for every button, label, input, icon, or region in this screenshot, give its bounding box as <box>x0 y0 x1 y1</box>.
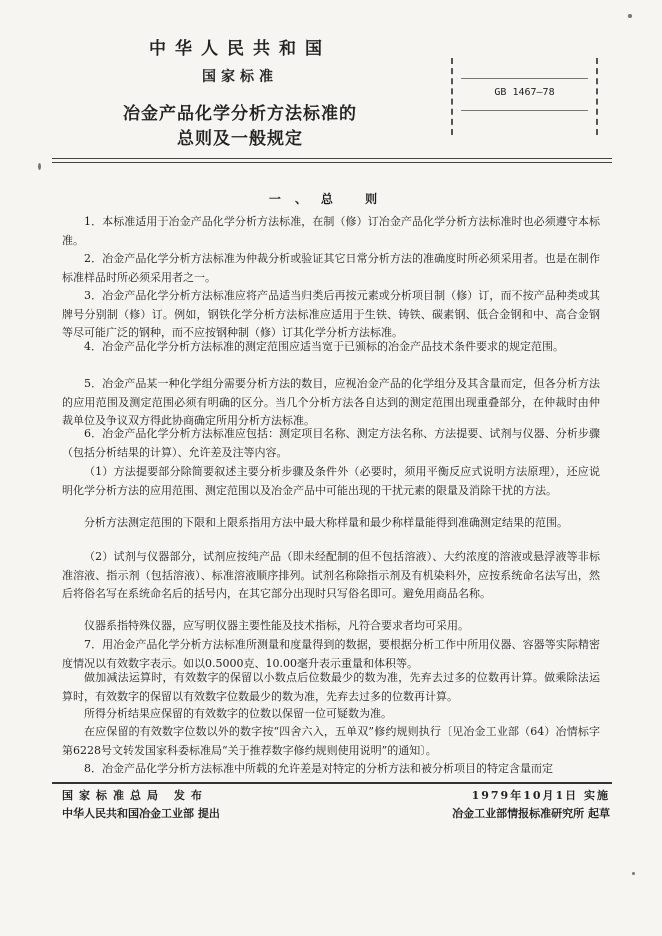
country-heading: 中华人民共和国 <box>149 39 331 59</box>
clause-paragraph: 6．冶金产品化学分析方法标准应包括：测定项目名称、测定方法名称、方法提要、试剂与仪器、分析步骤（包括分析结果的计算）、允许差及注等内容。 <box>62 427 600 459</box>
footer-proposer: 中华人民共和国冶金工业部 提出 <box>62 807 220 820</box>
section-title: 一、总 则 <box>268 192 392 206</box>
clause-paragraph: 7．用冶金产品化学分析方法标准所测量和度量得到的数据，要根据分析工作中所用仪器、容器等实际精密度情况以有效数字表示。如以0.5000克、10.00毫升表示重量和体积等。 <box>62 638 600 670</box>
clause-paragraph: 1．本标准适用于冶金产品化学分析方法标准，在制（修）订冶金产品化学分析方法标准时也必须遵守本标准。 <box>62 215 600 247</box>
scan-speck <box>38 163 41 170</box>
clause-paragraph: 所得分析结果应保留的有效数字的位数以保留一位可疑数为准。 <box>84 707 392 720</box>
clause-paragraph: （1）方法提要部分除简要叙述主要分析步骤及条件外（必要时，须用平衡反应式说明方法原理），还应说明化学分析方法的应用范围、测定范围以及冶金产品中可能出现的干扰元素的限量及消除干扰的方法。 <box>62 465 600 497</box>
header-divider-top <box>52 158 612 159</box>
clause-paragraph: 4．冶金产品化学分析方法标准的测定范围应适当宽于已颁标的冶金产品技术条件要求的规定范围。 <box>84 340 564 353</box>
clause-paragraph: 分析方法测定范围的下限和上限系指用方法中最大称样量和最少称样量能得到准确测定结果的范围。 <box>84 516 568 529</box>
footer-drafter: 冶金工业部情报标准研究所 起草 <box>452 807 610 820</box>
clause-paragraph: 2．冶金产品化学分析方法标准为仲裁分析或验证其它日常分析方法的准确度时所必须采用者。也是在制作标准样品时所必须采用者之一。 <box>62 252 600 284</box>
footer-issuer: 国家标准总局 发布 <box>62 789 208 802</box>
clause-paragraph: 仪器系指特殊仪器，应写明仪器主要性能及技术指标，凡符合要求者均可采用。 <box>84 619 469 632</box>
clause-paragraph: 5．冶金产品某一种化学组分需要分析方法的数目，应视冶金产品的化学组分及其含量而定，但各分析方法的应用范围及测定范围必须有明确的区分。当几个分析方法各自达到的测定范围出现重叠部分，在仲裁时由仲裁单位及争议双方得此协商确定所用分析方法标准。 <box>62 377 600 427</box>
header-divider-bottom <box>52 162 612 163</box>
scan-speck <box>632 872 635 875</box>
document-title-line2: 总则及一般规定 <box>177 129 303 149</box>
footer-divider <box>52 782 612 784</box>
clause-paragraph: 在应保留的有效数字位数以外的数字按“四舍六入，五单双”修约规则执行〔见冶金工业部（64）冶情标字第6228号文转发国家科委标准局“关于推荐数字修约规则使用说明”的通知〕。 <box>62 725 600 757</box>
clause-paragraph: 做加减法运算时，有效数字的保留以小数点后位数最少的数为准，先弃去过多的位数再计算。做乘除法运算时，有效数字的保留以有效数字位数最少的数为准，先弃去过多的位数再计算。 <box>62 671 600 703</box>
clause-paragraph: 3．冶金产品化学分析方法标准应将产品适当归类后再按元素或分析项目制（修）订，而不按产品种类或其牌号分别制（修）订。例如，钢铁化学分析方法标准应适用于生铁、铸铁、碳素钢、低合金钢和中、高合金钢等尽可能广泛的钢种，而不应按钢种制（修）订其化学分析方法标准。 <box>62 289 600 339</box>
clause-paragraph: （2）试剂与仪器部分，试剂应按纯产品（即未经配制的但不包括溶液）、大约浓度的溶液或悬浮液等非标准溶液、指示剂（包括溶液）、标准溶液顺序排列。试剂名称除指示剂及有机染料外，应按系统命名法写出，然后将俗名写在系统命名后的括号内，在其它部分出现时只写俗名即可。避免用商品名称。 <box>62 550 600 600</box>
code-box-line-top <box>461 78 588 79</box>
footer-implementation-date: 1979年10月1日 实施 <box>471 789 610 802</box>
code-box-line-bottom <box>461 110 588 111</box>
document-title-line1: 冶金产品化学分析方法标准的 <box>123 104 357 124</box>
scan-speck <box>628 14 632 18</box>
standard-code-box <box>451 58 598 135</box>
national-standard-label: 国家标准 <box>202 69 278 85</box>
standard-code: GB 1467—78 <box>494 87 555 98</box>
clause-paragraph: 8．冶金产品化学分析方法标准中所载的允许差是对特定的分析方法和被分析项目的特定含量而定 <box>84 762 553 775</box>
